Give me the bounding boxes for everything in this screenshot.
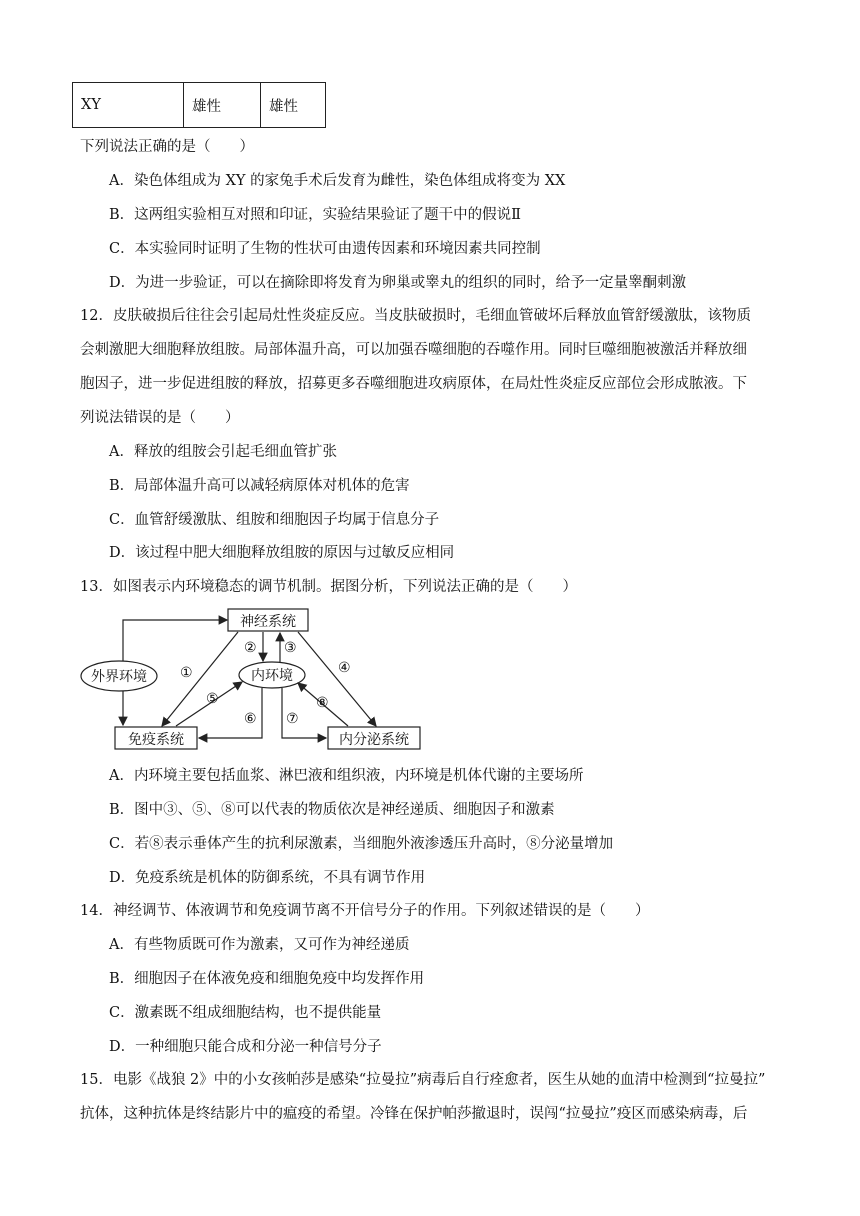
label-1: ① (180, 665, 193, 681)
label-4: ④ (338, 660, 351, 676)
q14-option-d: D．一种细胞只能合成和分泌一种信号分子 (109, 1039, 382, 1055)
q14-option-c: C．激素既不组成细胞结构，也不提供能量 (109, 1005, 382, 1021)
label-7: ⑦ (286, 711, 299, 727)
arrow-4 (298, 632, 376, 726)
table-cell: 雄性 (261, 83, 326, 128)
label-5: ⑤ (206, 691, 219, 707)
q11-option-d: D．为进一步验证，可以在摘除即将发育为卵巢或睾丸的组织的同时，给予一定量睾酮刺激 (109, 275, 687, 291)
q11-option-c: C．本实验同时证明了生物的性状可由遗传因素和环境因素共同控制 (109, 241, 541, 257)
q12-option-c: C．血管舒缓激肽、组胺和细胞因子均属于信息分子 (109, 512, 440, 528)
q15-stem-line: 15．电影《战狼 2》中的小女孩帕莎是感染“拉曼拉”病毒后自行痊愈者，医生从她的血清中检测到“拉曼拉” (80, 1072, 766, 1088)
q12-stem-line: 12．皮肤破损后往往会引起局灶性炎症反应。当皮肤破损时，毛细血管破坏后释放血管舒缓激肽，该物质 (80, 308, 751, 324)
q12-option-d: D．该过程中肥大细胞释放组胺的原因与过敏反应相同 (109, 545, 455, 561)
q12-option-a: A．释放的组胺会引起毛细血管扩张 (109, 444, 337, 460)
q13-option-b: B．图中③、⑤、⑧可以代表的物质依次是神经递质、细胞因子和激素 (109, 802, 555, 818)
label-6: ⑥ (244, 711, 257, 727)
table-row (73, 83, 326, 128)
external-env-label: 外界环境 (91, 669, 147, 685)
table-cell: XY (73, 83, 184, 128)
q14-option-a: A．有些物质既可作为激素，又可作为神经递质 (109, 937, 410, 953)
q12-option-b: B．局部体温升高可以减轻病原体对机体的危害 (109, 478, 410, 494)
table-cell: 雄性 (184, 83, 261, 128)
label-8: ⑧ (316, 695, 329, 711)
q11-prompt: 下列说法正确的是（ ） (80, 139, 254, 155)
arrow-external-to-nervous (123, 620, 227, 661)
sex-table (72, 82, 326, 128)
q15-stem-line: 抗体，这种抗体是终结影片中的瘟疫的希望。冷锋在保护帕莎撤退时，误闯“拉曼拉”疫区而感染病毒，后 (80, 1106, 748, 1122)
q13-option-a: A．内环境主要包括血浆、淋巴液和组织液，内环境是机体代谢的主要场所 (109, 768, 584, 784)
immune-system-label: 免疫系统 (128, 732, 184, 748)
endocrine-system-label: 内分泌系统 (339, 732, 409, 748)
q14-stem: 14．神经调节、体液调节和免疫调节离不开信号分子的作用。下列叙述错误的是（ ） (80, 903, 650, 919)
q12-stem-line: 会刺激肥大细胞释放组胺。局部体温升高，可以加强吞噬细胞的吞噬作用。同时巨噬细胞被激活并释放细 (80, 342, 747, 358)
q13-option-c: C．若⑧表示垂体产生的抗利尿激素，当细胞外液渗透压升高时，⑧分泌量增加 (109, 836, 614, 852)
q11-option-a: A．染色体组成为 XY 的家兔手术后发育为雌性，染色体组成将变为 XX (109, 173, 566, 189)
q14-option-b: B．细胞因子在体液免疫和细胞免疫中均发挥作用 (109, 971, 425, 987)
q13-stem: 13．如图表示内环境稳态的调节机制。据图分析，下列说法正确的是（ ） (80, 579, 577, 595)
label-2: ② (244, 640, 257, 656)
homeostasis-diagram (80, 605, 430, 755)
label-3: ③ (284, 640, 297, 656)
q12-stem-line: 列说法错误的是（ ） (80, 410, 240, 426)
nervous-system-label: 神经系统 (240, 614, 296, 630)
arrow-1 (162, 632, 238, 726)
internal-env-label: 内环境 (251, 668, 293, 684)
q11-option-b: B．这两组实验相互对照和印证，实验结果验证了题干中的假说Ⅱ (109, 207, 522, 223)
q13-option-d: D．免疫系统是机体的防御系统，不具有调节作用 (109, 870, 426, 886)
q12-stem-line: 胞因子，进一步促进组胺的释放，招募更多吞噬细胞进攻病原体，在局灶性炎症反应部位会形成脓液。下 (80, 376, 747, 392)
